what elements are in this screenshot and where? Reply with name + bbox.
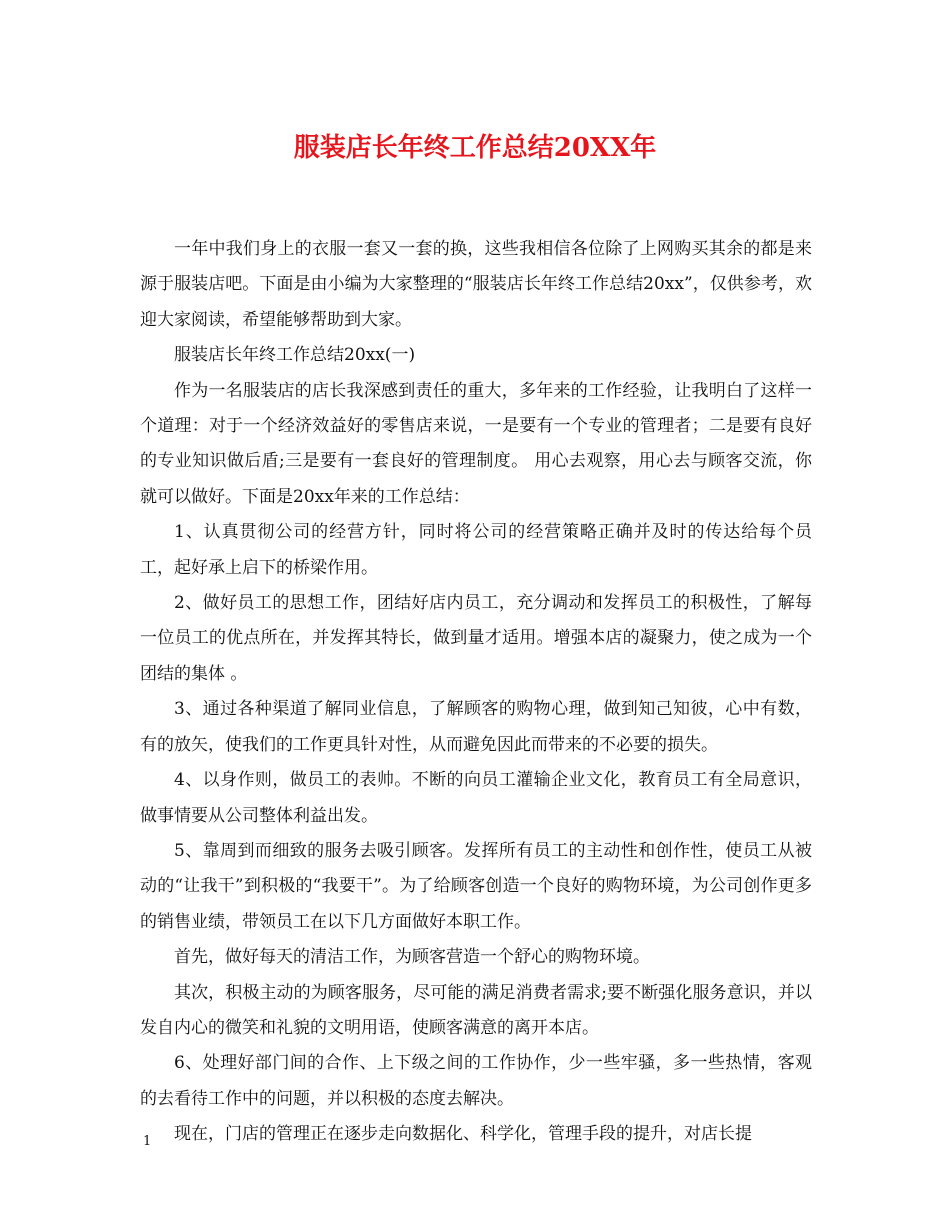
page-number: 1 xyxy=(143,1134,152,1149)
paragraph-item-6: 6、处理好部门间的合作、上下级之间的工作协作，少一些牢骚，多一些热情，客观的去看待工作中的问题，并以积极的态度去解决。 xyxy=(140,1053,812,1109)
document-body xyxy=(140,232,812,1153)
paragraph-intro: 一年中我们身上的衣服一套又一套的换，这些我相信各位除了上网购买其余的都是来源于服装店吧。下面是由小编为大家整理的“服装店长年终工作总结20xx”，仅供参考，欢迎大家阅读，希望能够帮助到大家。 xyxy=(140,239,812,330)
paragraph-item-4: 4、以身作则，做员工的表帅。不断的向员工灌输企业文化，教育员工有全局意识，做事情要从公司整体利益出发。 xyxy=(140,770,812,826)
paragraph-second: 其次，积极主动的为顾客服务，尽可能的满足消费者需求;要不断强化服务意识，并以发自内心的微笑和礼貌的文明用语，使顾客满意的离开本店。 xyxy=(140,982,812,1038)
paragraph-item-5: 5、靠周到而细致的服务去吸引顾客。发挥所有员工的主动性和创作性，使员工从被动的“让我干”到积极的“我要干”。为了给顾客创造一个良好的购物环境，为公司创作更多的销售业绩，带领员工在以下几方面做好本职工作。 xyxy=(140,840,812,932)
paragraph-item-3: 3、通过各种渠道了解同业信息，了解顾客的购物心理，做到知己知彼，心中有数，有的放矢，使我们的工作更具针对性，从而避免因此而带来的不必要的损失。 xyxy=(140,699,812,755)
paragraph-overview: 作为一名服装店的店长我深感到责任的重大，多年来的工作经验，让我明白了这样一个道理：对于一个经济效益好的零售店来说，一是要有一个专业的管理者；二是要有良好的专业知识做后盾;三是要有一套良好的管理制度。 用心去观察，用心去与顾客交流，你就可以做好。下面是20xx年来的工作总结： xyxy=(140,380,812,507)
paragraph-current: 现在，门店的管理正在逐步走向数据化、科学化，管理手段的提升，对店长提 xyxy=(174,1124,752,1145)
page-title: 服装店长年终工作总结20XX年 xyxy=(293,133,657,163)
paragraph-item-1: 1、认真贯彻公司的经营方针，同时将公司的经营策略正确并及时的传达给每个员工，起好承上启下的桥梁作用。 xyxy=(140,522,812,578)
paragraph-item-2: 2、做好员工的思想工作，团结好店内员工，充分调动和发挥员工的积极性，了解每一位员工的优点所在，并发挥其特长，做到量才适用。增强本店的凝聚力，使之成为一个团结的集体 。 xyxy=(140,593,812,684)
section-heading: 服装店长年终工作总结20xx(一) xyxy=(174,345,416,366)
paragraph-first: 首先，做好每天的清洁工作，为顾客营造一个舒心的购物环境。 xyxy=(174,947,650,968)
